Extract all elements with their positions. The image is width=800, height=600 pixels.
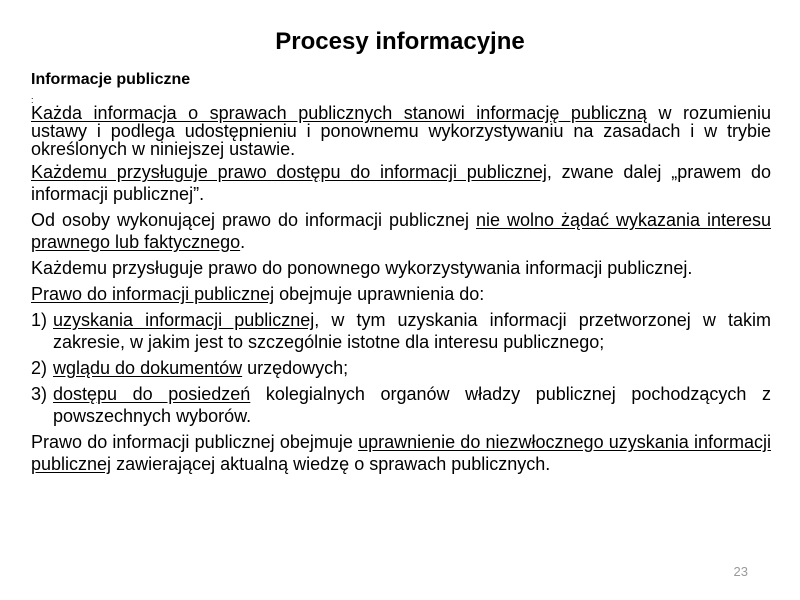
paragraph-text: Od osoby wykonującej prawo do informacji publicznej [31,210,476,230]
list-item [31,357,771,379]
list-number: 1) [31,310,48,330]
paragraph-text: kolegialnych organów władzy publicznej pochodzących z powszechnych wyborów. [53,384,771,426]
paragraph-reuse [31,257,771,279]
list-item [31,383,771,427]
paragraph-text: . [240,232,246,252]
paragraph-text: w rozumieniu ustawy i podlega udostępnieniu i ponownemu wykorzystywaniu na zasadach i w trybie określonych w niniejszej ustawie. [31,103,771,159]
list-text [53,357,771,379]
paragraph-text: , w tym uzyskania informacji przetworzonej w takim zakresie, w jakim jest to szczególnie istotne dla interesu publicznego; [53,310,771,352]
section-heading: Informacje publiczne [31,71,191,88]
stray-mark: : [31,95,34,105]
underlined-phrase: dostępu do posiedzeń [53,384,251,404]
list-text [53,309,771,353]
paragraph-rights-intro [31,283,771,305]
underlined-phrase: nie wolno żądać wykazania interesu prawnego lub faktycznego [31,210,772,252]
paragraph-text: urzędowych; [242,358,349,378]
paragraph-right-of-access [31,161,771,205]
underlined-phrase: Każdemu przysługuje prawo dostępu do informacji publicznej [31,162,547,182]
underlined-phrase: uprawnienie do niezwłocznego uzyskania informacji publicznej [31,432,771,474]
paragraph-text: obejmuje uprawnienia do: [274,284,485,304]
list-item [31,309,771,353]
paragraph-text: zawierającej aktualną wiedzę o sprawach publicznych. [111,454,551,474]
paragraph-text: , zwane dalej „prawem do informacji publicznej”. [31,162,771,204]
list-number: 2) [31,358,48,378]
list-text [53,383,771,427]
paragraph-text: Prawo do informacji publicznej obejmuje [31,432,359,452]
underlined-phrase: wglądu do dokumentów [53,358,243,378]
paragraph-immediate-access [31,431,771,475]
underlined-phrase: Prawo do informacji publicznej [31,284,275,304]
list-number: 3) [31,384,48,404]
slide-title: Procesy informacyjne [275,28,525,55]
slide-body [31,104,771,479]
paragraph-definition [31,104,771,158]
underlined-phrase: uzyskania informacji publicznej [53,310,315,330]
paragraph-text: Każdemu przysługuje prawo do ponownego wykorzystywania informacji publicznej. [31,258,693,278]
underlined-phrase: Każda informacja o sprawach publicznych stanowi informację publiczną [31,103,647,123]
page-number: 23 [733,564,748,579]
paragraph-no-interest-required [31,209,771,253]
